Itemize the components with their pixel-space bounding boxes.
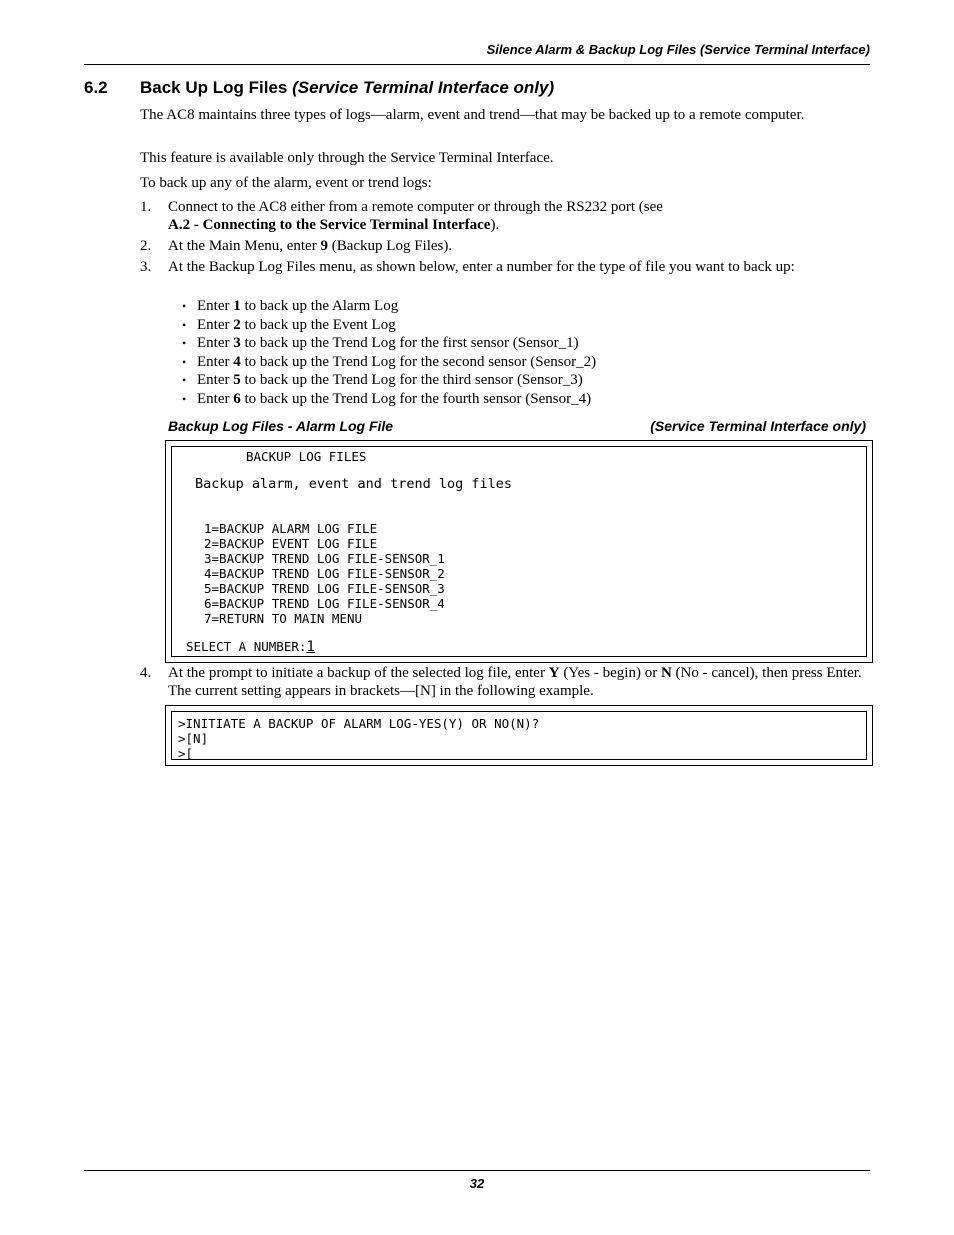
running-header: Silence Alarm & Backup Log Files (Service Terminal Interface) — [486, 42, 870, 57]
intro-paragraph: The AC8 maintains three types of logs—alarm, event and trend—that may be backed up to a remote computer. — [140, 107, 805, 123]
step-text: Connect to the AC8 either from a remote computer or through the RS232 port (see — [168, 199, 663, 215]
list-item: • Enter 5 to back up the Trend Log for the third sensor (Sensor_3) — [182, 372, 583, 389]
caption-title: Backup Log Files - Alarm Log File — [168, 418, 394, 434]
steps-lead-in: To back up any of the alarm, event or trend logs: — [140, 175, 432, 191]
cross-reference-link[interactable]: A.2 - Connecting to the Service Terminal Interface — [168, 217, 491, 233]
selection-input[interactable]: 1 — [306, 639, 315, 655]
caption-qualifier: (Service Terminal Interface only) — [650, 418, 866, 434]
list-item: • Enter 3 to back up the Trend Log for the first sensor (Sensor_1) — [182, 335, 579, 352]
menu-option-5: 5=BACKUP TREND LOG FILE-SENSOR_3 — [204, 581, 445, 596]
terminal-screen-confirm — [165, 705, 873, 766]
header-rule — [84, 64, 870, 65]
menu-option-3: 3=BACKUP TREND LOG FILE-SENSOR_1 — [204, 551, 445, 566]
terminal-screen-backup-menu — [165, 440, 873, 663]
option-key: 6 — [233, 390, 241, 407]
confirm-prompt: >INITIATE A BACKUP OF ALARM LOG-YES(Y) OR NO(N)? — [178, 716, 540, 731]
footer-rule — [84, 1170, 870, 1171]
section-heading — [84, 78, 554, 98]
current-setting: >[N] — [178, 731, 209, 746]
option-key: 2 — [233, 316, 241, 333]
yes-key: Y — [548, 665, 560, 681]
step-4 — [140, 664, 870, 700]
page-number: 32 — [469, 1176, 485, 1191]
list-item: • Enter 1 to back up the Alarm Log — [182, 298, 399, 314]
step-body — [168, 198, 870, 234]
step-number: 4. — [140, 665, 152, 681]
step-text: At the Main Menu, enter — [168, 238, 321, 254]
step-body: At the prompt to initiate a backup of the selected log file, enter Y (Yes - begin) or N (No - cancel), then press Enter. The current setting appears in brackets—[N] in the following example. — [168, 665, 862, 699]
prompt-label: SELECT A NUMBER: — [186, 639, 307, 654]
menu-option-2: 2=BACKUP EVENT LOG FILE — [204, 536, 378, 551]
bullet-icon: • — [182, 336, 187, 351]
step-body: At the Backup Log Files menu, as shown below, enter a number for the type of file you want to back up: — [168, 259, 795, 275]
menu-option-1: 1=BACKUP ALARM LOG FILE — [204, 521, 378, 536]
step-3 — [140, 258, 870, 276]
terminal-screen-inner — [171, 446, 867, 657]
step-body — [168, 237, 870, 255]
availability-note: This feature is available only through the Service Terminal Interface. — [140, 150, 554, 166]
terminal-subtitle: Backup alarm, event and trend log files — [195, 476, 512, 492]
bullet-icon: • — [182, 299, 187, 313]
terminal-prompt — [186, 639, 315, 655]
option-key: 3 — [233, 335, 241, 352]
list-item: • Enter 4 to back up the Trend Log for the second sensor (Sensor_2) — [182, 353, 597, 370]
bullet-icon: • — [182, 373, 187, 388]
menu-option-7: 7=RETURN TO MAIN MENU — [204, 611, 363, 626]
section-title: Back Up Log Files — [140, 78, 293, 97]
step-text-tail: (Backup Log Files). — [327, 238, 453, 254]
section-title-qualifier: (Service Terminal Interface only) — [292, 78, 555, 97]
step-1 — [140, 198, 870, 234]
step-text-tail: ). — [490, 217, 500, 233]
option-key: 1 — [233, 298, 241, 314]
bullet-icon: • — [182, 354, 187, 369]
figure-caption — [168, 418, 866, 434]
bullet-icon: • — [182, 391, 187, 406]
list-item: • Enter 2 to back up the Event Log — [182, 316, 396, 333]
bullet-icon: • — [182, 317, 187, 332]
backup-options-list — [180, 297, 860, 409]
menu-option-6: 6=BACKUP TREND LOG FILE-SENSOR_4 — [204, 596, 445, 611]
terminal-title: BACKUP LOG FILES — [246, 449, 367, 464]
option-key: 4 — [233, 353, 241, 370]
step-number: 3. — [140, 259, 152, 275]
menu-option-4: 4=BACKUP TREND LOG FILE-SENSOR_2 — [204, 566, 445, 581]
step-2 — [140, 237, 870, 255]
terminal-screen-inner — [171, 711, 867, 760]
step-number: 2. — [140, 238, 152, 254]
section-number: 6.2 — [84, 78, 108, 97]
no-key: N — [660, 665, 672, 681]
input-line[interactable]: >[ — [178, 746, 194, 760]
option-key: 5 — [233, 372, 241, 389]
step-number: 1. — [140, 199, 152, 215]
list-item: • Enter 6 to back up the Trend Log for the fourth sensor (Sensor_4) — [182, 390, 592, 407]
menu-key: 9 — [320, 238, 328, 254]
